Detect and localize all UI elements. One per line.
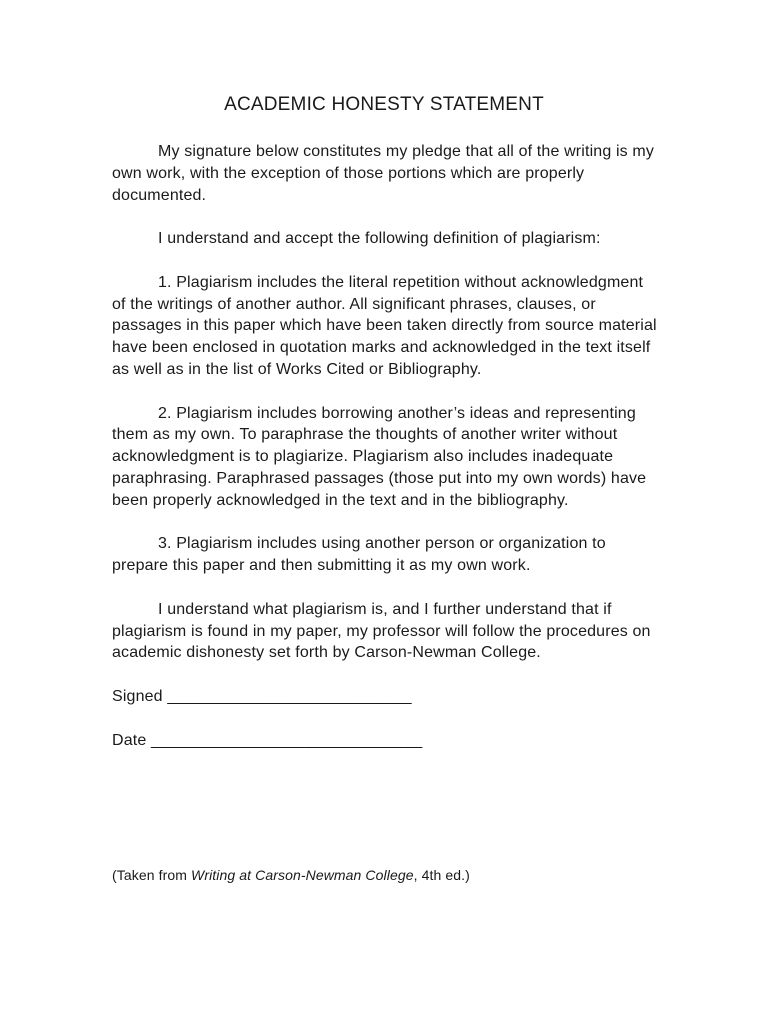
citation-prefix: (Taken from	[112, 867, 191, 883]
document-title: ACADEMIC HONESTY STATEMENT	[224, 94, 544, 115]
statement-body	[112, 141, 660, 773]
paragraph-definition-intro: I understand and accept the following definition of plagiarism:	[158, 230, 601, 248]
paragraph-point-3: 3. Plagiarism includes using another person or organization to prepare this paper and then submitting it as my own work.	[112, 535, 606, 575]
citation-suffix: , 4th ed.)	[413, 867, 470, 883]
date-line: Date ______________________________	[112, 731, 423, 749]
paragraph-understanding: I understand what plagiarism is, and I further understand that if plagiarism is found in my paper, my professor will follow the procedures on academic dishonesty set forth by Carson-Newman College.	[112, 600, 651, 662]
paragraph-point-1: 1. Plagiarism includes the literal repetition without acknowledgment of the writings of another author. All significant phrases, clauses, or passages in this paper which have been taken directly from source material have been enclosed in quotation marks and acknowledged in the text itself as well as in the list of Works Cited or Bibliography.	[112, 273, 657, 378]
paragraph-pledge: My signature below constitutes my pledge that all of the writing is my own work, with the exception of those portions which are properly documented.	[112, 143, 655, 204]
paragraph-point-2: 2. Plagiarism includes borrowing another’s ideas and representing them as my own. To paraphrase the thoughts of another writer without acknowledgment is to plagiarize. Plagiarism also includes inadequate paraphrasing. Paraphrased passages (those put into my own words) have been properly acknowledged in the text and in the bibliography.	[112, 404, 647, 509]
source-citation	[112, 867, 470, 883]
citation-title: Writing at Carson-Newman College	[191, 867, 414, 883]
signed-line: Signed ___________________________	[112, 687, 412, 705]
